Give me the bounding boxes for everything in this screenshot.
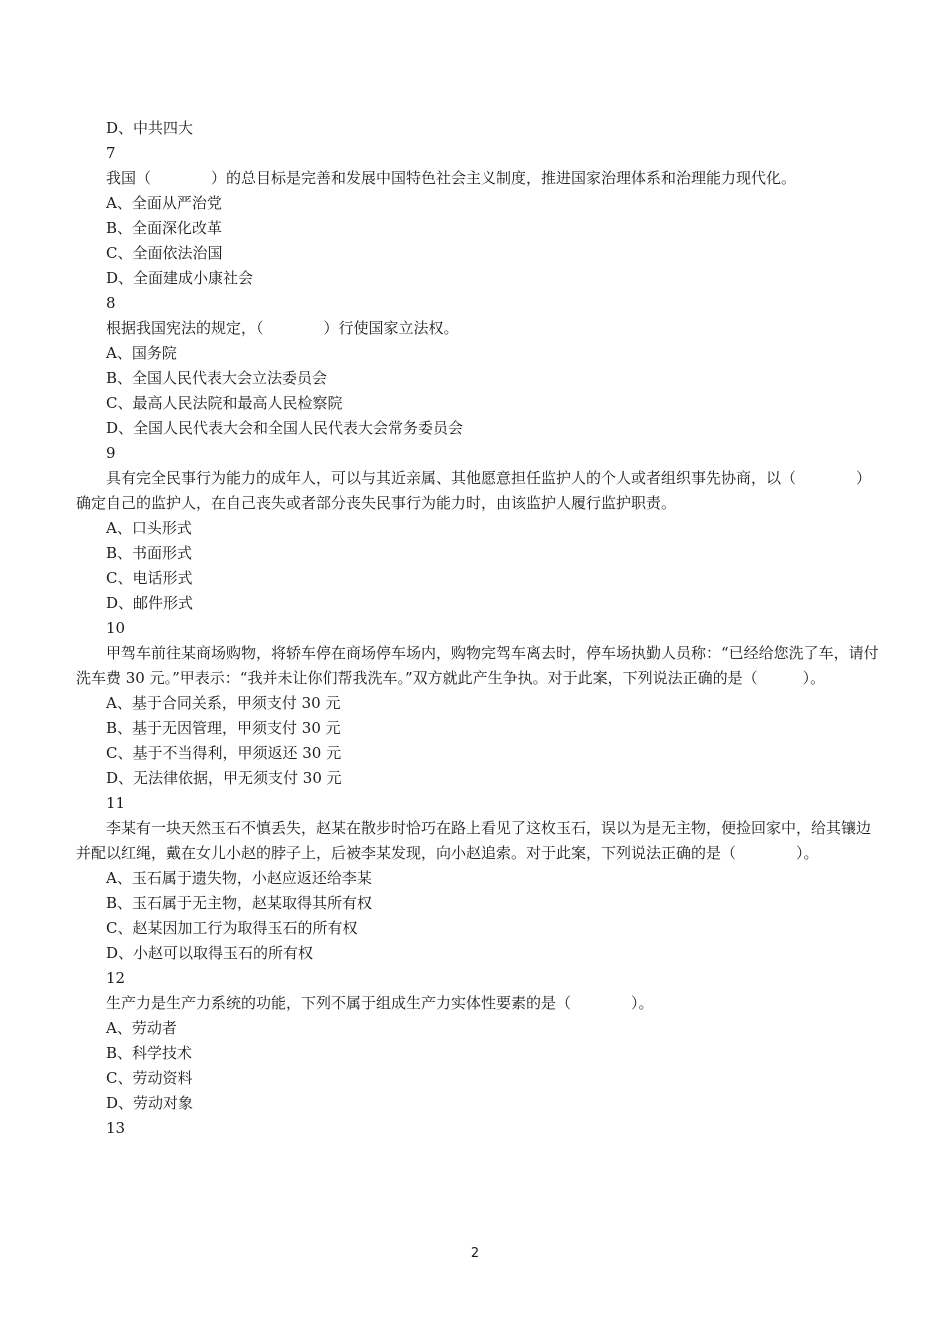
option: A、劳动者: [106, 1019, 177, 1037]
option: D、全面建成小康社会: [106, 269, 254, 287]
question-text: 具有完全民事行为能力的成年人，可以与其近亲属、其他愿意担任监护人的个人或者组织事先协商，以（ ）确定自己的监护人，在自己丧失或者部分丧失民事行为能力时，由该监护人履行监护职责。: [76, 469, 872, 512]
option: C、赵某因加工行为取得玉石的所有权: [106, 919, 358, 937]
option: B、玉石属于无主物，赵某取得其所有权: [106, 894, 373, 912]
option: C、电话形式: [106, 569, 193, 587]
question-number: 10: [106, 619, 126, 637]
option: D、无法律依据，甲无须支付 30 元: [106, 769, 342, 787]
option: D、全国人民代表大会和全国人民代表大会常务委员会: [106, 419, 464, 437]
option: B、书面形式: [106, 544, 193, 562]
question-text: 甲驾车前往某商场购物，将轿车停在商场停车场内，购物完驾车离去时，停车场执勤人员称：“已经给您洗了车，请付洗车费 30 元。”甲表示：“我并未让你们帮我洗车。”双方就此产生争执。对于此案，下列说法正确的是（ ）。: [76, 644, 879, 687]
option: D、小赵可以取得玉石的所有权: [106, 944, 314, 962]
option: C、全面依法治国: [106, 244, 223, 262]
question-text: 我国（ ）的总目标是完善和发展中国特色社会主义制度，推进国家治理体系和治理能力现代化。: [106, 169, 797, 187]
question-text: 生产力是生产力系统的功能，下列不属于组成生产力实体性要素的是（ ）。: [106, 994, 654, 1012]
previous-option: D、中共四大: [106, 119, 194, 137]
option: A、全面从严治党: [106, 194, 222, 212]
option: A、基于合同关系，甲须支付 30 元: [106, 694, 341, 712]
question-number: 9: [106, 444, 116, 462]
question-number: 13: [106, 1119, 126, 1137]
option: A、玉石属于遗失物，小赵应返还给李某: [106, 869, 372, 887]
page-number: 2: [470, 1246, 480, 1261]
option: C、劳动资料: [106, 1069, 193, 1087]
option: A、国务院: [106, 344, 177, 362]
question-number: 12: [106, 969, 126, 987]
option: C、最高人民法院和最高人民检察院: [106, 394, 343, 412]
option: B、基于无因管理，甲须支付 30 元: [106, 719, 341, 737]
question-text: 李某有一块天然玉石不慎丢失，赵某在散步时恰巧在路上看见了这枚玉石，误以为是无主物，便捡回家中，给其镶边并配以红绳，戴在女儿小赵的脖子上，后被李某发现，向小赵追索。对于此案，下列说法正确的是（ ）。: [76, 819, 872, 862]
question-number: 7: [106, 144, 116, 162]
question-number: 11: [106, 794, 126, 812]
option: D、劳动对象: [106, 1094, 194, 1112]
option: B、全国人民代表大会立法委员会: [106, 369, 328, 387]
question-list: [76, 116, 882, 1141]
option: B、全面深化改革: [106, 219, 223, 237]
question-text: 根据我国宪法的规定，（ ）行使国家立法权。: [106, 319, 459, 337]
question-number: 8: [106, 294, 116, 312]
option: A、口头形式: [106, 519, 192, 537]
option: C、基于不当得利，甲须返还 30 元: [106, 744, 342, 762]
option: B、科学技术: [106, 1044, 193, 1062]
option: D、邮件形式: [106, 594, 194, 612]
